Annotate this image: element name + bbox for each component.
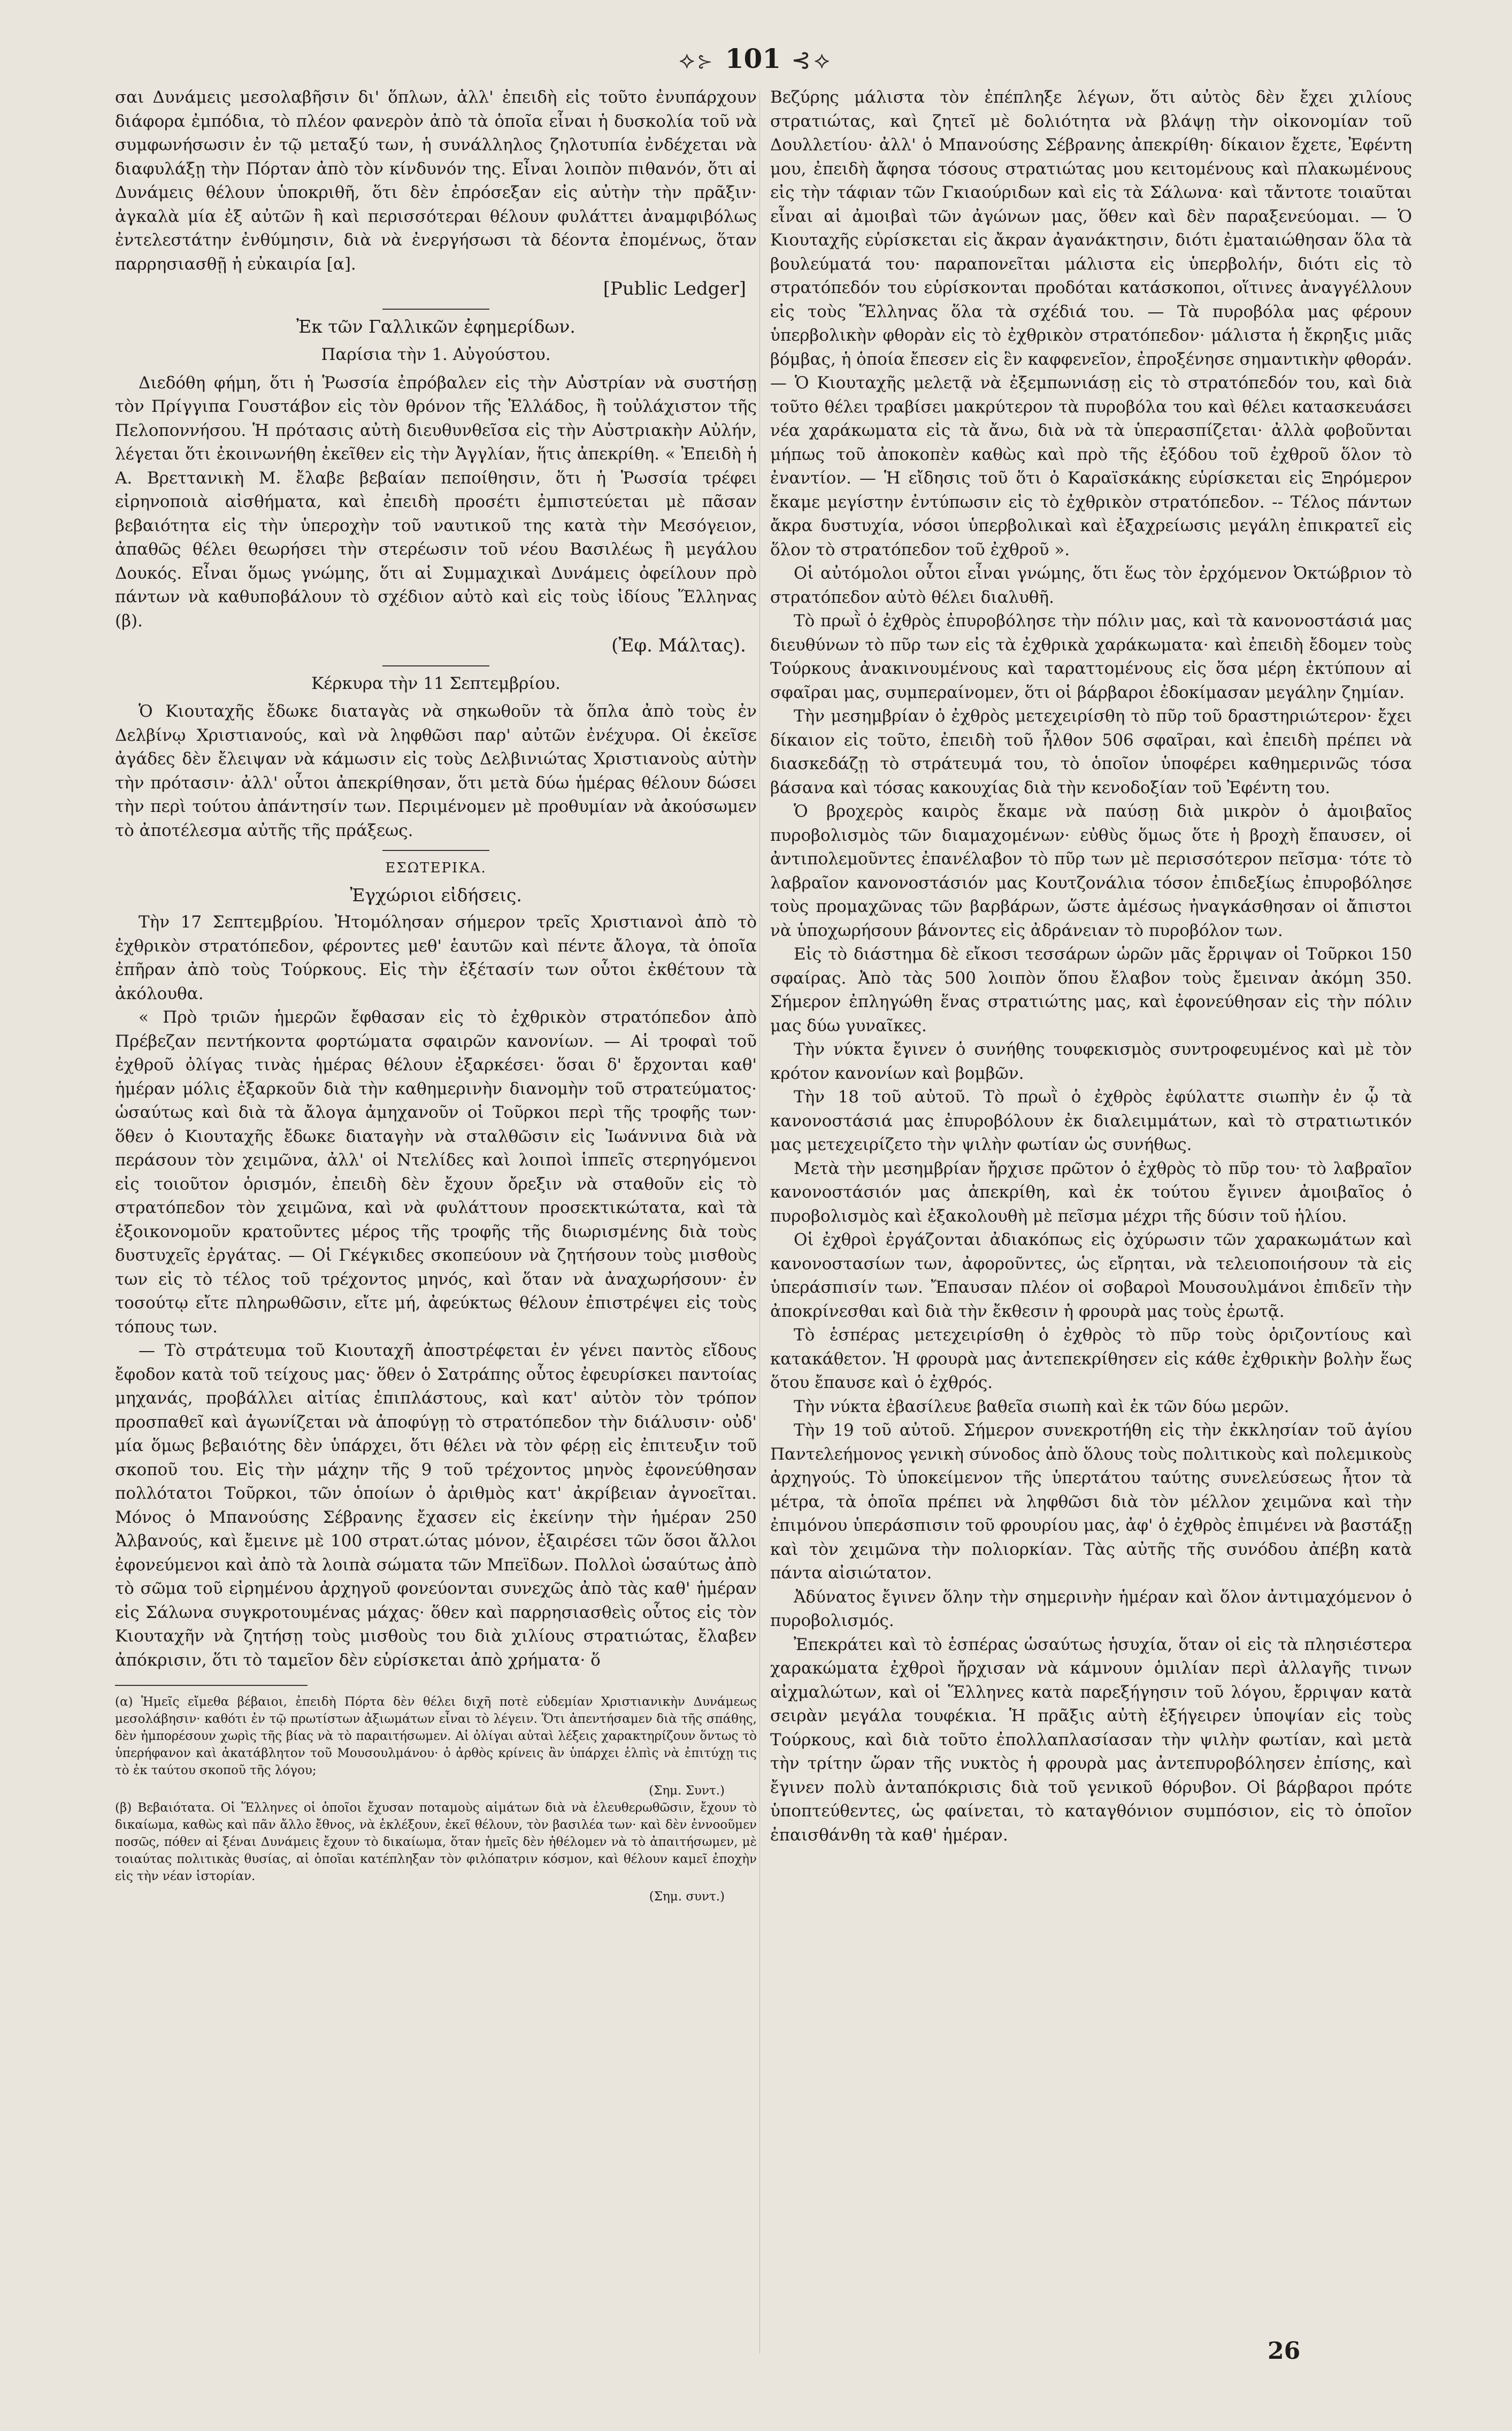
column-divider bbox=[759, 91, 760, 2353]
footnote-b: (β) Βεβαιότατα. Οἱ Ἕλληνες οἱ ὁποῖοι ἔχυσαν ποταμοὺς αἱμάτων διὰ νὰ ἐλευθερωθῶσιν, ἔχουν τὸ δικαίωμα, καθὼς καὶ πᾶν ἄλλο ἔθνος, νὰ ἐκλέξουν, ἐκεῖ θέλουν, τὸν βασιλέα των· καὶ δὲν ἐννοοῦμεν ποσῶς, πόθεν αἱ ξέναι Δυνάμεις ἔχουν τὸ δικαίωμα, ὅταν ἡμεῖς δὲν ἠθέλομεν νὰ τὸ ἀπαιτήσωμεν, μὲ τοιαύτας πολιτικὰς θυσίας, αἱ ὁποῖαι κατέπληξαν τὸν φιλόπατριν κόσμον, καὶ θέλουν καμεῖ ἐποχὴν εἰς τὴν νέαν ἱστορίαν. bbox=[115, 1801, 757, 1883]
footnotes bbox=[115, 1685, 757, 1905]
right-paragraph: Βεζύρης μάλιστα τὸν ἐπέπληξε λέγων, ὅτι αὐτὸς δὲν ἔχει χιλίους στρατιώτας, καὶ ζητεῖ μὲ δολιότητα νὰ βλάψῃ τὴν οἰκονομίαν τοῦ Δουλλετίου· ἀλλ' ὁ Μπανούσης Σέβρανης ἀπεκρίθη· δίκαιον ἔχετε, Ἐφέντη μου, ἐπειδὴ ἄφησα τόσους στρατιώτας μου κειτομένους καὶ πλακωμένους εἰς τὴν τάφιαν τῶν Γκιαούριδων καὶ εἰς τὰ Σάλωνα· καὶ τἄντοτε τοιαῦται εἶναι αἱ ἀμοιβαὶ τῶν ἀγώνων μας, ὅθεν καὶ δὲν παραξενεύομαι. — Ὁ Κιουταχῆς εὑρίσκεται εἰς ἄκραν ἀγανάκτησιν, διότι ἐματαιώθησαν ὅλα τὰ βουλεύματά του· παραπονεῖται μάλιστα εἰς ὑπερβολήν, διότι εἰς τὸ στρατόπεδόν του εὑρίσκονται προδόται κατάσκοποι, οἵτινες ἀναγγέλλουν εἰς τοὺς Ἕλληνας ὅλα τὰ σχέδιά του. — Τὰ πυροβόλα μας φέρουν ὑπερβολικὴν φθορὰν εἰς τὸ ἐχθρικὸν στρατόπεδον· μάλιστα ἡ ἔκρηξις μιᾶς βόμβας, ἡ ὁποία ἔπεσεν εἰς ἓν καφφενεῖον, ἐπροξένησε σημαντικὴν φθοράν. — Ὁ Κιουταχῆς μελετᾷ νὰ ἐξεμπωνιάσῃ εἰς τὸ στρατόπεδόν του, καὶ διὰ τοῦτο θέλει τραβίσει μακρύτερον τὰ πυροβόλα του καὶ θέλει κατασκευάσει νέα χαράκωματα εἰς τὰ ἄνω, διὰ νὰ τὰ ὑπερασπίζεται· ἀλλὰ φοβοῦνται μήπως τοῦ ἀποκοπὲν καθὼς καὶ πρὸ τῆς ἐξόδου τοῦ ἐχθροῦ ὅλον τὸ ἐναντίον. — Ἡ εἴδησις τοῦ ὅτι ὁ Καραϊσκάκης εὑρίσκεται εἰς Ξηρόμερον ἔκαμε μεγίστην ἐντύπωσιν εἰς τὸ ἐχθρικὸν στρατόπεδον. -- Τέλος πάντων ἄκρα δυστυχία, νόσοι ὑπερβολικαὶ καὶ ἐξαχρείωσις μεγάλη ἐπικρατεῖ εἰς ὅλον τὸ στρατόπεδον τοῦ ἐχθροῦ ». bbox=[770, 88, 1412, 559]
right-paragraph: Τὸ ἑσπέρας μετεχειρίσθη ὁ ἐχθρὸς τὸ πῦρ τοὺς ὁριζοντίους καὶ κατακάθετον. Ἡ φρουρὰ μας ἀντεπεκρίθησεν εἰς κάθε ἐχθρικὴν βολὴν ἕως ὅτου ἔπαυσε καὶ ὁ ἐχθρός. bbox=[770, 1325, 1412, 1392]
footnote-b-signature: (Σημ. συντ.) bbox=[649, 1890, 725, 1904]
divider-rule bbox=[382, 665, 489, 666]
footnote-a-signature: (Σημ. Συντ.) bbox=[649, 1784, 725, 1798]
right-paragraph: Οἱ ἐχθροὶ ἐργάζονται ἀδιακόπως εἰς ὀχύρωσιν τῶν χαρακωμάτων καὶ κανονοστασίων των, ἀφοροῦντες, ὡς εἴρηται, νὰ τελειοποιήσουν τὰ εἰς ὑπεράσπισίν των. Ἔπαυσαν πλέον οἱ σοβαροὶ Μουσουλμάνοι ἐπιδεῖν τὴν ἀποκρίνεσθαι καὶ διὰ τὴν ἔκθεσιν ἡ φρουρὰ μας τοὺς ἐρωτᾷ. bbox=[770, 1230, 1412, 1321]
right-paragraph: Μετὰ τὴν μεσημβρίαν ἤρχισε πρῶτον ὁ ἐχθρὸς τὸ πῦρ του· τὸ λαβραῖον κανονοστάσιόν μας ἀπεκρίθη, καὶ ἐκ τούτου ἔγινεν ἀμοιβαῖος ὁ πυροβολισμὸς καὶ ἐξακολουθὴ μὲ πεῖσμα μέχρι τῆς δύσιν τοῦ ἡλίου. bbox=[770, 1159, 1412, 1226]
page-number: 101 bbox=[725, 43, 781, 74]
right-paragraph: Ὁ βροχερὸς καιρὸς ἔκαμε νὰ παύσῃ διὰ μικρὸν ὁ ἀμοιβαῖος πυροβολισμὸς τῶν διαμαχομένων· εὐθὺς ὅμως ὅτε ἡ βροχὴ ἔπαυσεν, οἱ ἀντιπολεμοῦντες ἐπανέλαβον τὸ πῦρ των μὲ περισσότερον πεῖσμα· τότε τὸ λαβραῖον κανονοστάσιόν μας Κουτζονάλια τόσον ἐπιδεξίως ἐπυροβόλησε τοὺς προμαχῶνας τῶν βαρβάρων, ὥστε ἀμέσως ἠναγκάσθησαν οἱ ἄπιστοι νὰ ὑποχωρήσουν βάνοντες εἰς ἀδράνειαν τὸ πυροβόλον των. bbox=[770, 802, 1412, 940]
right-paragraph: Τὴν νύκτα ἐβασίλευε βαθεῖα σιωπὴ καὶ ἐκ τῶν δύω μερῶν. bbox=[794, 1397, 1290, 1416]
page-header bbox=[0, 43, 1512, 91]
right-paragraph: Οἱ αὐτόμολοι οὗτοι εἶναι γνώμης, ὅτι ἕως τὸν ἐρχόμενον Ὀκτώβριον τὸ στρατόπεδον αὐτὸ θέλει διαλυθῆ. bbox=[770, 564, 1412, 607]
right-paragraph: Τὴν μεσημβρίαν ὁ ἐχθρὸς μετεχειρίσθη τὸ πῦρ τοῦ δραστηριώτερον· ἔχει δίκαιον εἰς τοῦτο, ἐπειδὴ τοῦ ἦλθον 506 σφαῖραι, καὶ ἐπειδὴ πρέπει νὰ διασκεδάζῃ τὸ στράτευμά του, τὸ ὁποῖον ὑποφέρει καθημερινῶς τόσα βάσανα καὶ τόσας κακουχίας διὰ τὴν κενοδοξίαν τοῦ Ἐφέντη του. bbox=[770, 707, 1412, 797]
section1-signature: (Ἐφ. Μάλτας). bbox=[611, 635, 746, 656]
right-paragraph: Τὸ πρωῒ ὁ ἐχθρὸς ἐπυροβόλησε τὴν πόλιν μας, καὶ τὰ κανονοστάσιά μας διευθύνων τὸ πῦρ των εἰς τὰ ἐχθρικὰ χαράκωματα· καὶ ἐπειδὴ ἔδομεν τοὺς Τούρκους ἀνακινουμένους καὶ ταραττομένους εἰς ὅσα μέρη ἐκτύπουν αἱ σφαῖραι μας, συμπεραίνομεν, ὅτι οἱ βάρβαροι ἐδοκίμασαν μεγάλην ζημίαν. bbox=[770, 611, 1412, 702]
right-paragraph: Τὴν 19 τοῦ αὐτοῦ. Σήμερον συνεκροτήθη εἰς τὴν ἐκκλησίαν τοῦ ἁγίου Παντελεήμονος γενικὴ σύνοδος ἀπὸ ὅλους τοὺς πολιτικοὺς καὶ πολεμικοὺς ἀρχηγούς. Τὸ ὑποκείμενον τῆς ὑπερτάτου ταύτης συνελεύσεως ἦτον τὰ μέτρα, τὰ ὁποῖα πρέπει νὰ ληφθῶσι διὰ τὸν μέλλον χειμῶνα καὶ τὴν ἐπιμόνου ὑπεράσπισιν τοῦ φρουρίου μας, ἀφ' ὁ ἐχθρὸς ἐπιμένει νὰ βαστάξῃ καὶ τὸν χειμῶνα τὴν πολιορκίαν. Τὰς αὐτῆς τῆς συνόδου ἀπέβη κατὰ πάντα αἰσιώτατον. bbox=[770, 1421, 1412, 1583]
section2-paragraph: Ὁ Κιουταχῆς ἔδωκε διαταγὰς νὰ σηκωθοῦν τὰ ὅπλα ἀπὸ τοὺς ἐν Δελβίνῳ Χριστιανούς, καὶ νὰ ληφθῶσι παρ' αὐτῶν ἐνέχυρα. Οἱ ἐκεῖσε ἀγάδες δὲν ἔλειψαν νὰ κάμωσιν εἰς τοὺς Δελβινιώτας Χριστιανοὺς αὐτὴν τὴν πρότασιν· ἀλλ' οὗτοι ἀπεκρίθησαν, ὅτι μετὰ δύω ἡμέρας θέλουν δώσει τὴν περὶ τούτου ἀπάντησίν των. Περιμένομεν μὲ προθυμίαν νὰ ἀκούσωμεν τὸ ἀποτέλεσμα αὐτῆς τῆς πράξεως. bbox=[115, 702, 757, 840]
section1-heading: Ἐκ τῶν Γαλλικῶν ἐφημερίδων. bbox=[296, 316, 575, 337]
right-column bbox=[770, 86, 1412, 1847]
footnote-rule bbox=[115, 1685, 308, 1686]
section3-subheading: Ἐγχώριοι εἰδήσεις. bbox=[350, 884, 522, 906]
right-paragraph: Τὴν νύκτα ἔγινεν ὁ συνήθης τουφεκισμὸς συντροφευμένος καὶ μὲ τὸν κρότον κανονίων καὶ βομβῶν. bbox=[770, 1040, 1412, 1083]
right-paragraph: Ἐπεκράτει καὶ τὸ ἑσπέρας ὡσαύτως ἡσυχία, ὅταν οἱ εἰς τὰ πλησιέστερα χαρακώματα ἐχθροὶ ἤρχισαν νὰ κάμνουν ὁμιλίαν περὶ ἀλλαγῆς τινων αἰχμαλώτων, καὶ οἱ Ἕλληνες κατὰ παρεξήγησιν τοῦ λόγου, ἔρριψαν κατὰ σειρὰν μεγάλα τουφέκια. Ἡ πρᾶξις αὐτὴ ἐξήγειρεν ὑποψίαν εἰς τοὺς Τούρκους, καὶ διὰ τοῦτο ἐπολλαπλασίασαν τὴν ψιλὴν φωτίαν, καὶ μετὰ τὴν τρίτην ὥραν τῆς νυκτὸς ἡ φρουρὰ μας ἀντεπυροβόλησεν ἐπίσης, καὶ ἔγινεν πολὺ ἀνταπόκρισις διὰ τοῦ γενικοῦ θόρυβον. Οἱ βάρβαροι πρότε ὑποπτεύθεντες, ὡς φαίνεται, τὸ καταγθόνιον συμπόσιον, εἰς τὸ ὁποῖον ἐπαισθάνθη τὰ καθ' ἡμέραν. bbox=[770, 1635, 1412, 1845]
section3-paragraph: « Πρὸ τριῶν ἡμερῶν ἔφθασαν εἰς τὸ ἐχθρικὸν στρατόπεδον ἀπὸ Πρέβεζαν πεντήκοντα φορτώματα σφαιρῶν κανονίων. — Αἱ τροφαὶ τοῦ ἐχθροῦ ὀλίγας τινὰς ἡμέρας θέλουν ἐξαρκέσει· ὅσαι δ' ἔρχονται καθ' ἡμέραν μόλις ἐξαρκοῦν διὰ τὴν καθημερινὴν διανομὴν τοῦ στρατεύματος· ὡσαύτως καὶ διὰ τὰ ἄλογα ἀμηχανοῦν οἱ Τοῦρκοι περὶ τῆς τροφῆς των· ὅθεν ὁ Κιουταχῆς ἔδωκε διαταγὴν νὰ σταλθῶσιν εἰς Ἰωάννινα διὰ νὰ περάσουν τὸν χειμῶνα, ἀλλ' οἱ Ντελίδες καὶ λοιποὶ ἱππεῖς στερηγόμενοι εἰς τοιοῦτον ὁρισμόν, ἐπειδὴ δὲν ἔχουν ὄρεξιν νὰ σταθοῦν εἰς τὸ στρατόπεδον τὸν χειμῶνα, καὶ νὰ φυλάττουν προσεκτικώτατα, καὶ τὰ ἐξοικονομοῦν κρατοῦντες μέρος τῆς τροφῆς τῆς διωρισμένης διὰ τοὺς δυστυχεῖς ἐργάτας. — Οἱ Γκέγκιδες σκοπεύουν νὰ ζητήσουν τοὺς μισθοὺς των εἰς τὸ τέλος τοῦ τρέχοντος μηνός, καὶ ὅταν νὰ ἀναχωρήσουν· ἐν τοσούτῳ εἴτε πληρωθῶσιν, εἴτε μή, ἀφεύκτως θέλουν ἐπιστρέψει εἰς τοὺς τόπους των. bbox=[115, 1008, 757, 1337]
left-column bbox=[115, 86, 757, 1905]
intro-signature: [Public Ledger] bbox=[603, 278, 746, 300]
right-paragraph: Τὴν 18 τοῦ αὐτοῦ. Τὸ πρωῒ ὁ ἐχθρὸς ἐφύλαττε σιωπὴν ἐν ᾧ τὰ κανονοστάσιά μας ἐπυροβόλουν ἐκ διαλειμμάτων, καὶ τὸ στρατιωτικόν μας μετεχειρίζετο τὴν ψιλὴν φωτίαν ὡς συνήθως. bbox=[770, 1087, 1412, 1154]
header-ornament-left: ⟡⊱ bbox=[679, 47, 715, 74]
footnote-a: (α) Ἡμεῖς εἴμεθα βέβαιοι, ἐπειδὴ Πόρτα δὲν θέλει διχῆ ποτὲ εὐδεμίαν Χριστιανικὴν Δυνάμεως μεσολάβησιν· καθότι ἐν τῷ πρωτίστων ἀξιωμάτων εἶναι τὸ λέγειν. Ὅτι ἀπεντήσαμεν διὰ τῆς σπάθης, δὲν ἠμπορέσουν χωρὶς τῆς βίας νὰ τὸ παραιτήσωμεν. Αἱ ὀλίγαι αὐταὶ λέξεις χαρακτηρίζουν ὅντως τὸ ὑπερήφανον καὶ ἀκατάβλητον τοῦ Μουσουλμάνου· ὁ ἀρθὸς κρίνεις ἂν ὑπάρχει ἐλπὶς νὰ ἐπιτύχῃ τις τὸ ἐκ ταύτου σκοποῦ τῆς λόγου; bbox=[115, 1695, 757, 1777]
intro-paragraph: σαι Δυνάμεις μεσολαβῆσιν δι' ὅπλων, ἀλλ' ἐπειδὴ εἰς τοῦτο ἐνυπάρχουν διάφορα ἐμπόδια, τὸ πλέον φανερὸν ἀπὸ τὰ ὁποῖα εἶναι ἡ δυσκολία τοῦ νὰ συμφωνήσωσιν ἐν τῷ μεταξύ των, ἡ συνάλληλος ζηλοτυπία ἐνδέχεται νὰ διαφυλάξῃ τὴν Πόρταν ἀπὸ τὸν κίνδυνόν της. Εἶναι λοιπὸν πιθανόν, ὅτι αἱ Δυνάμεις θέλουν ὑποκριθῆ, ὅτι δὲν ἐπρόσεξαν εἰς αὐτὴν τὴν πρᾶξιν· ἀγκαλὰ μία ἐξ αὐτῶν ἢ καὶ περισσότεραι θέλουν φυλάττει ἀναμφιβόλως ἐντελεστάτην ἐνθύμησιν, διὰ νὰ ἐνεργήσωσι τὰ δέοντα ἐπομένως, ὅταν παρρησιασθῇ ἡ εὐκαιρία [α]. bbox=[115, 88, 757, 274]
section3-heading: ΕΣΩΤΕΡΙΚΑ. bbox=[385, 860, 487, 876]
right-paragraph: Ἀδύνατος ἔγινεν ὅλην τὴν σημερινὴν ἡμέραν καὶ ὅλον ἀντιμαχόμενον ὁ πυροβολισμός. bbox=[770, 1587, 1412, 1630]
section3-paragraph: Τὴν 17 Σεπτεμβρίου. Ἠτομόλησαν σήμερον τρεῖς Χριστιανοὶ ἀπὸ τὸ ἐχθρικὸν στρατόπεδον, φέροντες μεθ' ἑαυτῶν καὶ πέντε ἄλογα, τὰ ὁποῖα ἐπῆραν ἀπὸ τοὺς Τούρκους. Εἰς τὴν ἐξέτασίν των οὗτοι ἐκθέτουν τὰ ἀκόλουθα. bbox=[115, 912, 757, 1003]
section2-date: Κέρκυρα τὴν 11 Σεπτεμβρίου. bbox=[311, 673, 561, 693]
section1-paragraph: Διεδόθη φήμη, ὅτι ἡ Ῥωσσία ἐπρόβαλεν εἰς τὴν Αὐστρίαν νὰ συστήσῃ τὸν Πρίγγιπα Γουστάβον εἰς τὸν θρόνον τῆς Ἑλλάδος, ἢ τοὐλάχιστον τῆς Πελοποννήσου. Ἡ πρότασις αὐτὴ διευθυνθεῖσα εἰς τὴν Αὐστριακὴν Αὐλήν, λέγεται ὅτι ἐκοινωνήθη ἐκεῖθεν εἰς τὴν Ἀγγλίαν, ἥτις ἀπεκρίθη. « Ἐπειδὴ ἡ Α. Βρεττανικὴ Μ. ἔλαβε βεβαίαν πεποίθησιν, ὅτι ἡ Ῥωσσία τρέφει εἰρηνοποιὰ αἰσθήματα, καὶ ἐπειδὴ προσέτι ἐμπιστεύεται μὲ πᾶσαν βεβαιότητα εἰς τὴν ὑπεροχὴν τοῦ ναυτικοῦ της κατὰ τὴν Μεσόγειον, ἀπαθῶς θέλει θεωρήσει τὴν στερέωσιν τοῦ νέου Βασιλέως ἢ μεγάλου Δουκός. Εἶναι ὅμως γνώμης, ὅτι αἱ Συμμαχικαὶ Δυνάμεις ὀφείλουν πρὸ πάντων νὰ καθυποβάλουν τὸ σχέδιον αὐτὸ καὶ εἰς τοὺς ἰδίους Ἕλληνας (β). bbox=[115, 373, 757, 631]
right-paragraph: Εἰς τὸ διάστημα δὲ εἴκοσι τεσσάρων ὡρῶν μᾶς ἔρριψαν οἱ Τοῦρκοι 150 σφαίρας. Ἀπὸ τὰς 500 λοιπὸν ὅπου ἔλαβον τοὺς ἔμειναν ἀκόμη 350. Σήμερον ἐπληγώθη ἕνας στρατιώτης μας, καὶ ἐφονεύθησαν εἰς τὴν πόλιν μας δύω γυναῖκες. bbox=[770, 945, 1412, 1036]
divider-rule bbox=[382, 309, 489, 310]
divider-rule bbox=[382, 850, 489, 851]
header-ornament-right: ⊰⟡ bbox=[791, 47, 833, 74]
section3-paragraph: — Τὸ στράτευμα τοῦ Κιουταχῆ ἀποστρέφεται ἐν γένει παντὸς εἴδους ἔφοδον κατὰ τοῦ τείχους μας· ὅθεν ὁ Σατράπης οὗτος ἐφευρίσκει παντοίας μηχανάς, προβάλλει αἰτίας ἐπιπλάστους, καὶ κατ' αὐτὸν τὸν τρόπον προσπαθεῖ καὶ ἀγωνίζεται νὰ ἀποφύγῃ τὸ στρατόπεδον τὴν διάλυσιν· οὐδ' μία ὅμως βεβαιότης δὲν ὑπάρχει, ὅτι θέλει νὰ τὸν φέρῃ εἰς ἐπιτευξιν τοῦ σκοποῦ του. Εἰς τὴν μάχην τῆς 9 τοῦ τρέχοντος μηνὸς ἐφονεύθησαν πολλότατοι Τοῦρκοι, τῶν ὁποίων ὁ ἀριθμὸς κατ' ἀκρίβειαν ἀγνοεῖται. Μόνος ὁ Μπανούσης Σέβρανης ἔχασεν εἰς ἐκείνην τὴν ἡμέραν 250 Ἀλβανούς, καὶ ἔμεινε μὲ 100 στρατ.ώτας μόνον, ἐξαιρέσει τῶν ὅσοι ἄλλοι ἐφονεύμενοι καὶ ἀπὸ τὰ λοιπὰ σώματα τῶν Μπεϊδων. Πολλοὶ ὡσαύτως ἀπὸ τὸ σῶμα τοῦ εἰρημένου ἀρχηγοῦ φονεύονται συνεχῶς ἀπὸ τὰς καθ' ἡμέραν εἰς Σάλωνα συγκροτουμένας μάχας· ὅθεν καὶ παρρησιασθεὶς οὗτος εἰς τὸν Κιουταχῆν νὰ ζητήσῃ τοὺς μισθοὺς του διὰ χιλίους στρατιώτας, ἔλαβεν ἀπόκρισιν, ὅτι τὸ ταμεῖον δὲν εὑρίσκεται ἀπὸ χρήματα· ὅ bbox=[115, 1341, 757, 1670]
signature-mark: 26 bbox=[1268, 2337, 1301, 2365]
section1-date: Παρίσια τὴν 1. Αὐγούστου. bbox=[321, 345, 551, 364]
